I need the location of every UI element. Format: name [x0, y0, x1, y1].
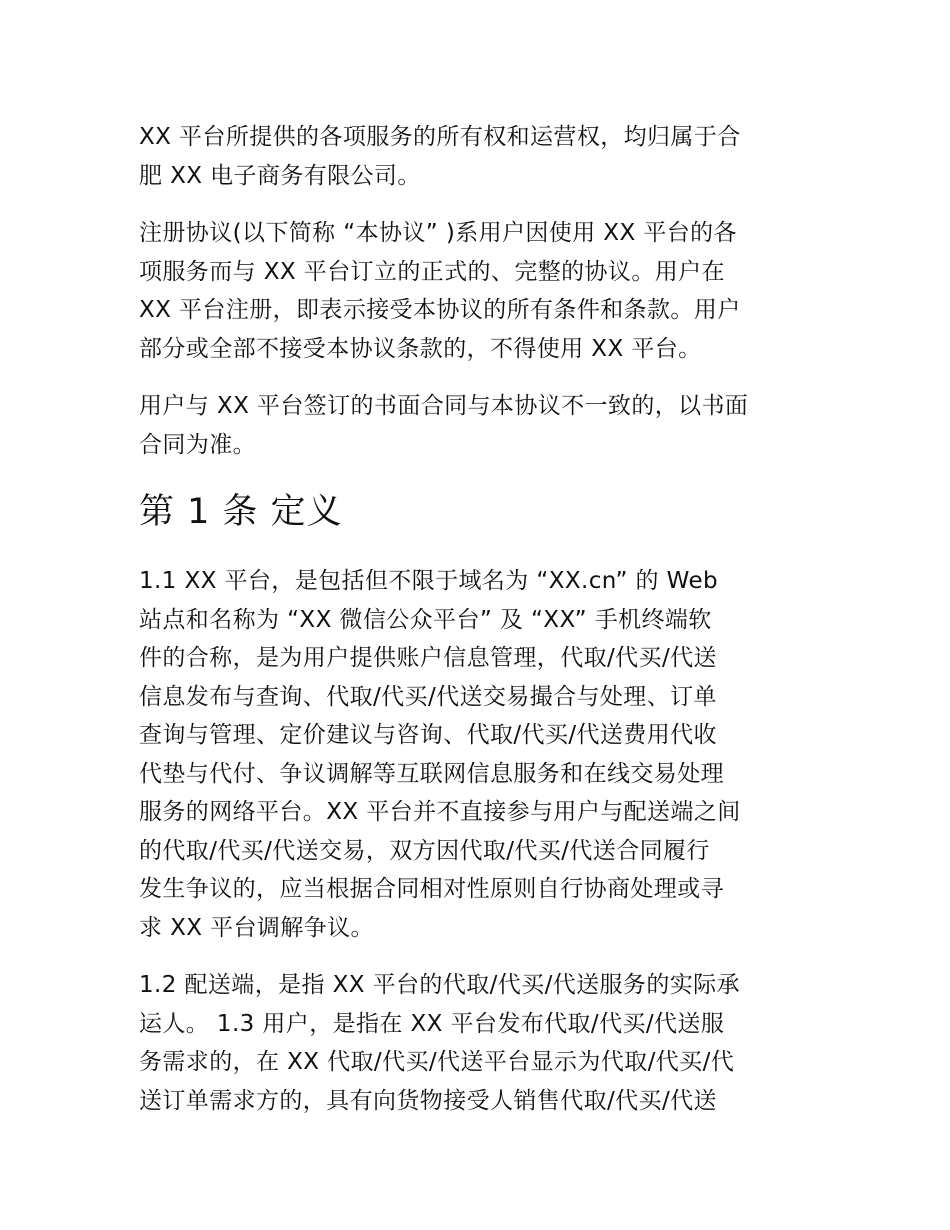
text-line: 合同为准。: [139, 431, 256, 458]
document-body: [139, 118, 814, 1120]
text-line: 代垫与代付、争议调解等互联网信息服务和在线交易处理: [139, 760, 724, 787]
text-line: 注册协议(以下简称 “本协议” )系用户因使用 XX 平台的各: [139, 220, 737, 246]
text-line: 1.1 XX 平台，是包括但不限于域名为 “XX.cn” 的 Web: [139, 568, 719, 594]
intro-paragraph-2: [139, 214, 814, 368]
text-line: XX 平台注册，即表示接受本协议的所有条件和条款。用户: [139, 297, 741, 323]
text-line: 送订单需求方的，具有向货物接受人销售代取/代买/代送: [139, 1087, 717, 1114]
text-line: 服务的网络平台。XX 平台并不直接参与用户与配送端之间: [139, 799, 741, 825]
text-line: 1.2 配送端，是指 XX 平台的代取/代买/代送服务的实际承: [139, 972, 740, 998]
definition-paragraph-1-1: [139, 562, 814, 947]
text-line: 肥 XX 电子商务有限公司。: [139, 162, 421, 189]
text-line: 查询与管理、定价建议与咨询、代取/代买/代送费用代收: [139, 722, 717, 748]
text-line: 运人。 1.3 用户，是指在 XX 平台发布代取/代买/代送服: [139, 1010, 725, 1037]
text-line: XX 平台所提供的各项服务的所有权和运营权，均归属于合: [139, 124, 741, 150]
definition-paragraph-1-2: [139, 966, 814, 1120]
text-line: 部分或全部不接受本协议条款的，不得使用 XX 平台。: [139, 335, 702, 362]
text-line: 求 XX 平台调解争议。: [139, 914, 374, 941]
section-heading: 第 1 条 定义: [139, 492, 343, 532]
text-line: 发生争议的，应当根据合同相对性原则自行协商处理或寻: [139, 876, 724, 902]
text-line: 的代取/代买/代送交易，双方因代取/代买/代送合同履行: [139, 837, 710, 864]
text-line: 项服务而与 XX 平台订立的正式的、完整的协议。用户在: [139, 258, 725, 285]
intro-paragraph-1: [139, 118, 814, 195]
text-line: 件的合称，是为用户提供账户信息管理，代取/代买/代送: [139, 645, 717, 671]
text-line: 务需求的，在 XX 代取/代买/代送平台显示为代取/代买/代: [139, 1049, 735, 1075]
text-line: 用户与 XX 平台签订的书面合同与本协议不一致的，以书面: [139, 393, 749, 419]
text-line: 站点和名称为 “XX 微信公众平台” 及 “XX” 手机终端软: [139, 606, 712, 633]
text-line: 信息发布与查询、代取/代买/代送交易撮合与处理、订单: [139, 683, 717, 710]
intro-paragraph-3: [139, 387, 814, 464]
